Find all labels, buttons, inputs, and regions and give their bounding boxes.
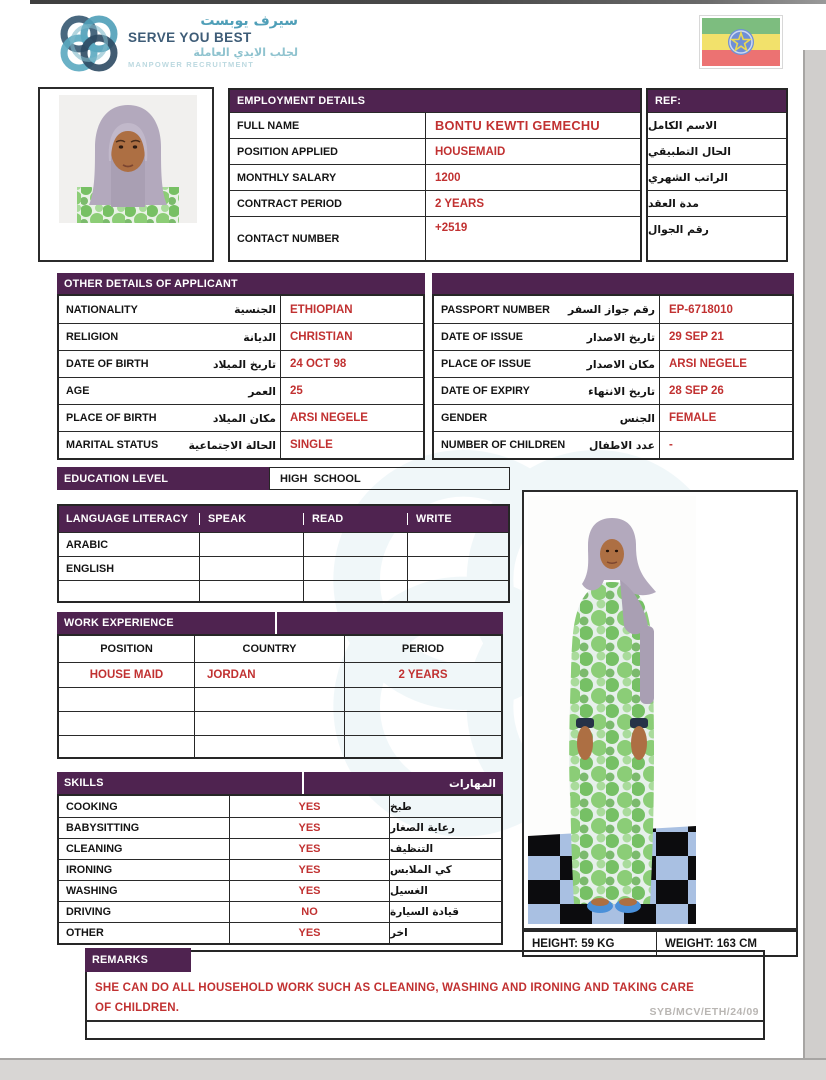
language-literacy-table: [57, 504, 510, 603]
column-header: SPEAK: [200, 513, 304, 525]
ref-header: [648, 90, 786, 112]
field-value: ARSI NEGELE: [669, 358, 747, 370]
field-arabic-label: تاريخ الميلاد: [212, 357, 276, 371]
field-arabic-label: تاريخ الاصدار: [586, 330, 655, 344]
field-label: CONTRACT PERIOD: [230, 191, 426, 216]
language-name: [59, 581, 200, 601]
field-value: 28 SEP 26: [669, 385, 724, 397]
field-label: PLACE OF BIRTH: [66, 412, 157, 424]
scan-right-edge: [803, 50, 826, 1060]
field-value: 2 YEARS: [435, 197, 485, 210]
field-value: BONTU KEWTI GEMECHU: [435, 118, 600, 133]
speak-cell: [200, 581, 304, 601]
field-label: AGE: [66, 385, 90, 397]
skill-name: COOKING: [59, 796, 230, 817]
field-label: PASSPORT NUMBER: [441, 303, 550, 316]
field-label: GENDER: [441, 412, 488, 424]
language-name: ENGLISH: [59, 557, 200, 580]
field-value: 29 SEP 21: [669, 331, 724, 343]
speak-cell: [200, 533, 304, 556]
portrait-photo-frame: [38, 87, 214, 262]
other-details-right-table: [432, 294, 794, 460]
skill-arabic: قيادة السيارة: [390, 906, 460, 918]
employment-details-header: [230, 90, 640, 112]
field-label: DATE OF EXPIRY: [441, 385, 530, 397]
agency-name: SERVE YOU BEST: [128, 30, 252, 45]
work-experience-header: [57, 612, 503, 634]
other-details-header-right: [432, 273, 794, 294]
read-cell: [304, 581, 408, 601]
skill-value: YES: [230, 818, 390, 838]
field-arabic-label: الراتب الشهري: [648, 171, 728, 184]
position-cell: [59, 736, 195, 757]
skill-value: YES: [230, 860, 390, 880]
education-level-title: EDUCATION LEVEL: [64, 472, 169, 485]
employment-details-table: [228, 88, 642, 262]
field-arabic-label: الديانة: [243, 330, 276, 344]
field-label: POSITION APPLIED: [230, 139, 426, 164]
field-label: FULL NAME: [230, 113, 426, 138]
write-cell: [408, 557, 508, 580]
position-cell: [59, 712, 195, 735]
field-arabic-label: الجنسية: [234, 303, 276, 316]
agency-arabic-tagline: لجلب الايدي العاملة: [193, 46, 298, 59]
field-value: 1200: [435, 171, 461, 184]
remarks-divider: [87, 1020, 763, 1022]
skill-arabic: التنظيف: [390, 843, 434, 855]
period-cell: [345, 736, 501, 757]
work-experience-table: [57, 634, 503, 759]
applicant-fullbody-photo: [528, 496, 696, 924]
field-value: ETHIOPIAN: [290, 303, 353, 316]
skills-table: [57, 794, 503, 945]
country-cell: [195, 688, 345, 711]
skills-header: [57, 772, 503, 794]
skill-value: YES: [230, 796, 390, 817]
field-arabic-label: مكان الميلاد: [212, 411, 276, 425]
fullbody-photo-frame: [522, 490, 798, 930]
agency-arabic-name: سيرف يوبست: [200, 13, 298, 29]
field-value: CHRISTIAN: [290, 331, 353, 343]
write-cell: [408, 533, 508, 556]
education-level-value: HIGH SCHOOL: [280, 472, 361, 485]
field-arabic-label: مدة العقد: [648, 197, 699, 210]
field-arabic-label: رقم الجوال: [648, 223, 709, 236]
field-label: DATE OF ISSUE: [441, 331, 523, 343]
position-cell: [59, 688, 195, 711]
field-value: 24 OCT 98: [290, 358, 347, 370]
column-header: LANGUAGE LITERACY: [59, 513, 200, 525]
period-cell: [345, 688, 501, 711]
skills-arabic-title: المهارات: [449, 776, 496, 790]
field-value: FEMALE: [669, 412, 717, 424]
skill-arabic: طبخ: [390, 800, 412, 813]
other-details-title: OTHER DETAILS OF APPLICANT: [64, 277, 238, 290]
agency-tagline: MANPOWER RECRUITMENT: [128, 60, 255, 69]
field-arabic-label: العمر: [248, 384, 276, 398]
skill-name: DRIVING: [59, 902, 230, 922]
work-experience-title: WORK EXPERIENCE: [64, 617, 174, 629]
field-value: EP-6718010: [669, 303, 733, 316]
skill-name: WASHING: [59, 881, 230, 901]
field-value: 25: [290, 385, 303, 397]
field-arabic-label: الجنس: [619, 411, 655, 425]
skill-arabic: اخر: [390, 927, 408, 939]
write-cell: [408, 581, 508, 601]
skills-title: SKILLS: [64, 777, 104, 789]
field-arabic-label: تاريخ الانتهاء: [588, 384, 655, 398]
remarks-text: SHE CAN DO ALL HOUSEHOLD WORK SUCH AS CLEANING, WASHING AND IRONING AND TAKING CARE OF CHILDREN.: [95, 982, 695, 1014]
other-details-header: [57, 273, 425, 294]
read-cell: [304, 533, 408, 556]
period-cell: 2 YEARS: [398, 669, 448, 681]
scan-top-edge: [30, 0, 826, 4]
field-arabic-label: الحالة الاجتماعية: [188, 438, 276, 452]
column-header: COUNTRY: [195, 636, 345, 662]
position-cell: HOUSE MAID: [59, 663, 195, 687]
field-value: SINGLE: [290, 439, 333, 451]
employment-details-title: EMPLOYMENT DETAILS: [237, 95, 366, 107]
skill-value: YES: [230, 839, 390, 859]
field-value: -: [669, 439, 673, 451]
column-header: PERIOD: [401, 643, 445, 655]
ref-arabic-table: [646, 88, 788, 262]
field-label: DATE OF BIRTH: [66, 358, 149, 370]
period-cell: [345, 712, 501, 735]
ethiopia-flag-icon: [699, 15, 783, 69]
agency-logo-text: [128, 13, 298, 70]
field-value: +2519: [435, 222, 468, 234]
field-arabic-label: الحال التطبيقي: [648, 145, 731, 158]
column-header: READ: [304, 513, 408, 525]
skill-name: CLEANING: [59, 839, 230, 859]
field-value: ARSI NEGELE: [290, 412, 368, 424]
read-cell: [304, 557, 408, 580]
field-label: NUMBER OF CHILDREN: [441, 439, 566, 451]
field-arabic-label: مكان الاصدار: [586, 357, 655, 371]
field-label: PLACE OF ISSUE: [441, 358, 531, 370]
remarks-title: REMARKS: [92, 954, 148, 966]
skill-value: YES: [230, 881, 390, 901]
skill-name: BABYSITTING: [59, 818, 230, 838]
education-level-label: [57, 467, 269, 490]
height-value: HEIGHT: 59 KG: [524, 932, 657, 955]
field-label: NATIONALITY: [66, 303, 138, 316]
skill-arabic: الغسيل: [390, 885, 428, 897]
weight-value: WEIGHT: 163 CM: [665, 937, 758, 950]
country-cell: JORDAN: [195, 663, 345, 687]
field-arabic-label: عدد الاطفال: [588, 438, 655, 452]
field-value: HOUSEMAID: [435, 145, 506, 158]
remarks-header: [85, 948, 191, 972]
field-label: RELIGION: [66, 331, 119, 343]
skill-value: NO: [230, 902, 390, 922]
field-label: CONTACT NUMBER: [230, 217, 426, 260]
country-cell: [195, 736, 345, 757]
document-code: SYB/MCV/ETH/24/09: [649, 1006, 759, 1018]
skill-arabic: كي الملابس: [390, 864, 452, 876]
column-header: WRITE: [416, 513, 452, 525]
other-details-left-table: [57, 294, 425, 460]
applicant-portrait-photo: [59, 95, 197, 223]
speak-cell: [200, 557, 304, 580]
skill-name: IRONING: [59, 860, 230, 880]
field-label: MONTHLY SALARY: [230, 165, 426, 190]
skill-arabic: رعاية الصغار: [390, 822, 455, 834]
column-header: POSITION: [59, 636, 195, 662]
agency-logo-icon: [56, 10, 122, 76]
education-level-value-box: [269, 467, 510, 490]
ref-label: REF:: [655, 95, 681, 107]
field-arabic-label: رقم جواز السفر: [568, 303, 655, 316]
language-name: ARABIC: [59, 533, 200, 556]
scan-bottom-edge: [0, 1058, 826, 1080]
field-arabic-label: الاسم الكامل: [648, 119, 717, 132]
skill-name: OTHER: [59, 923, 230, 943]
field-label: MARITAL STATUS: [66, 439, 159, 451]
country-cell: [195, 712, 345, 735]
skill-value: YES: [230, 923, 390, 943]
